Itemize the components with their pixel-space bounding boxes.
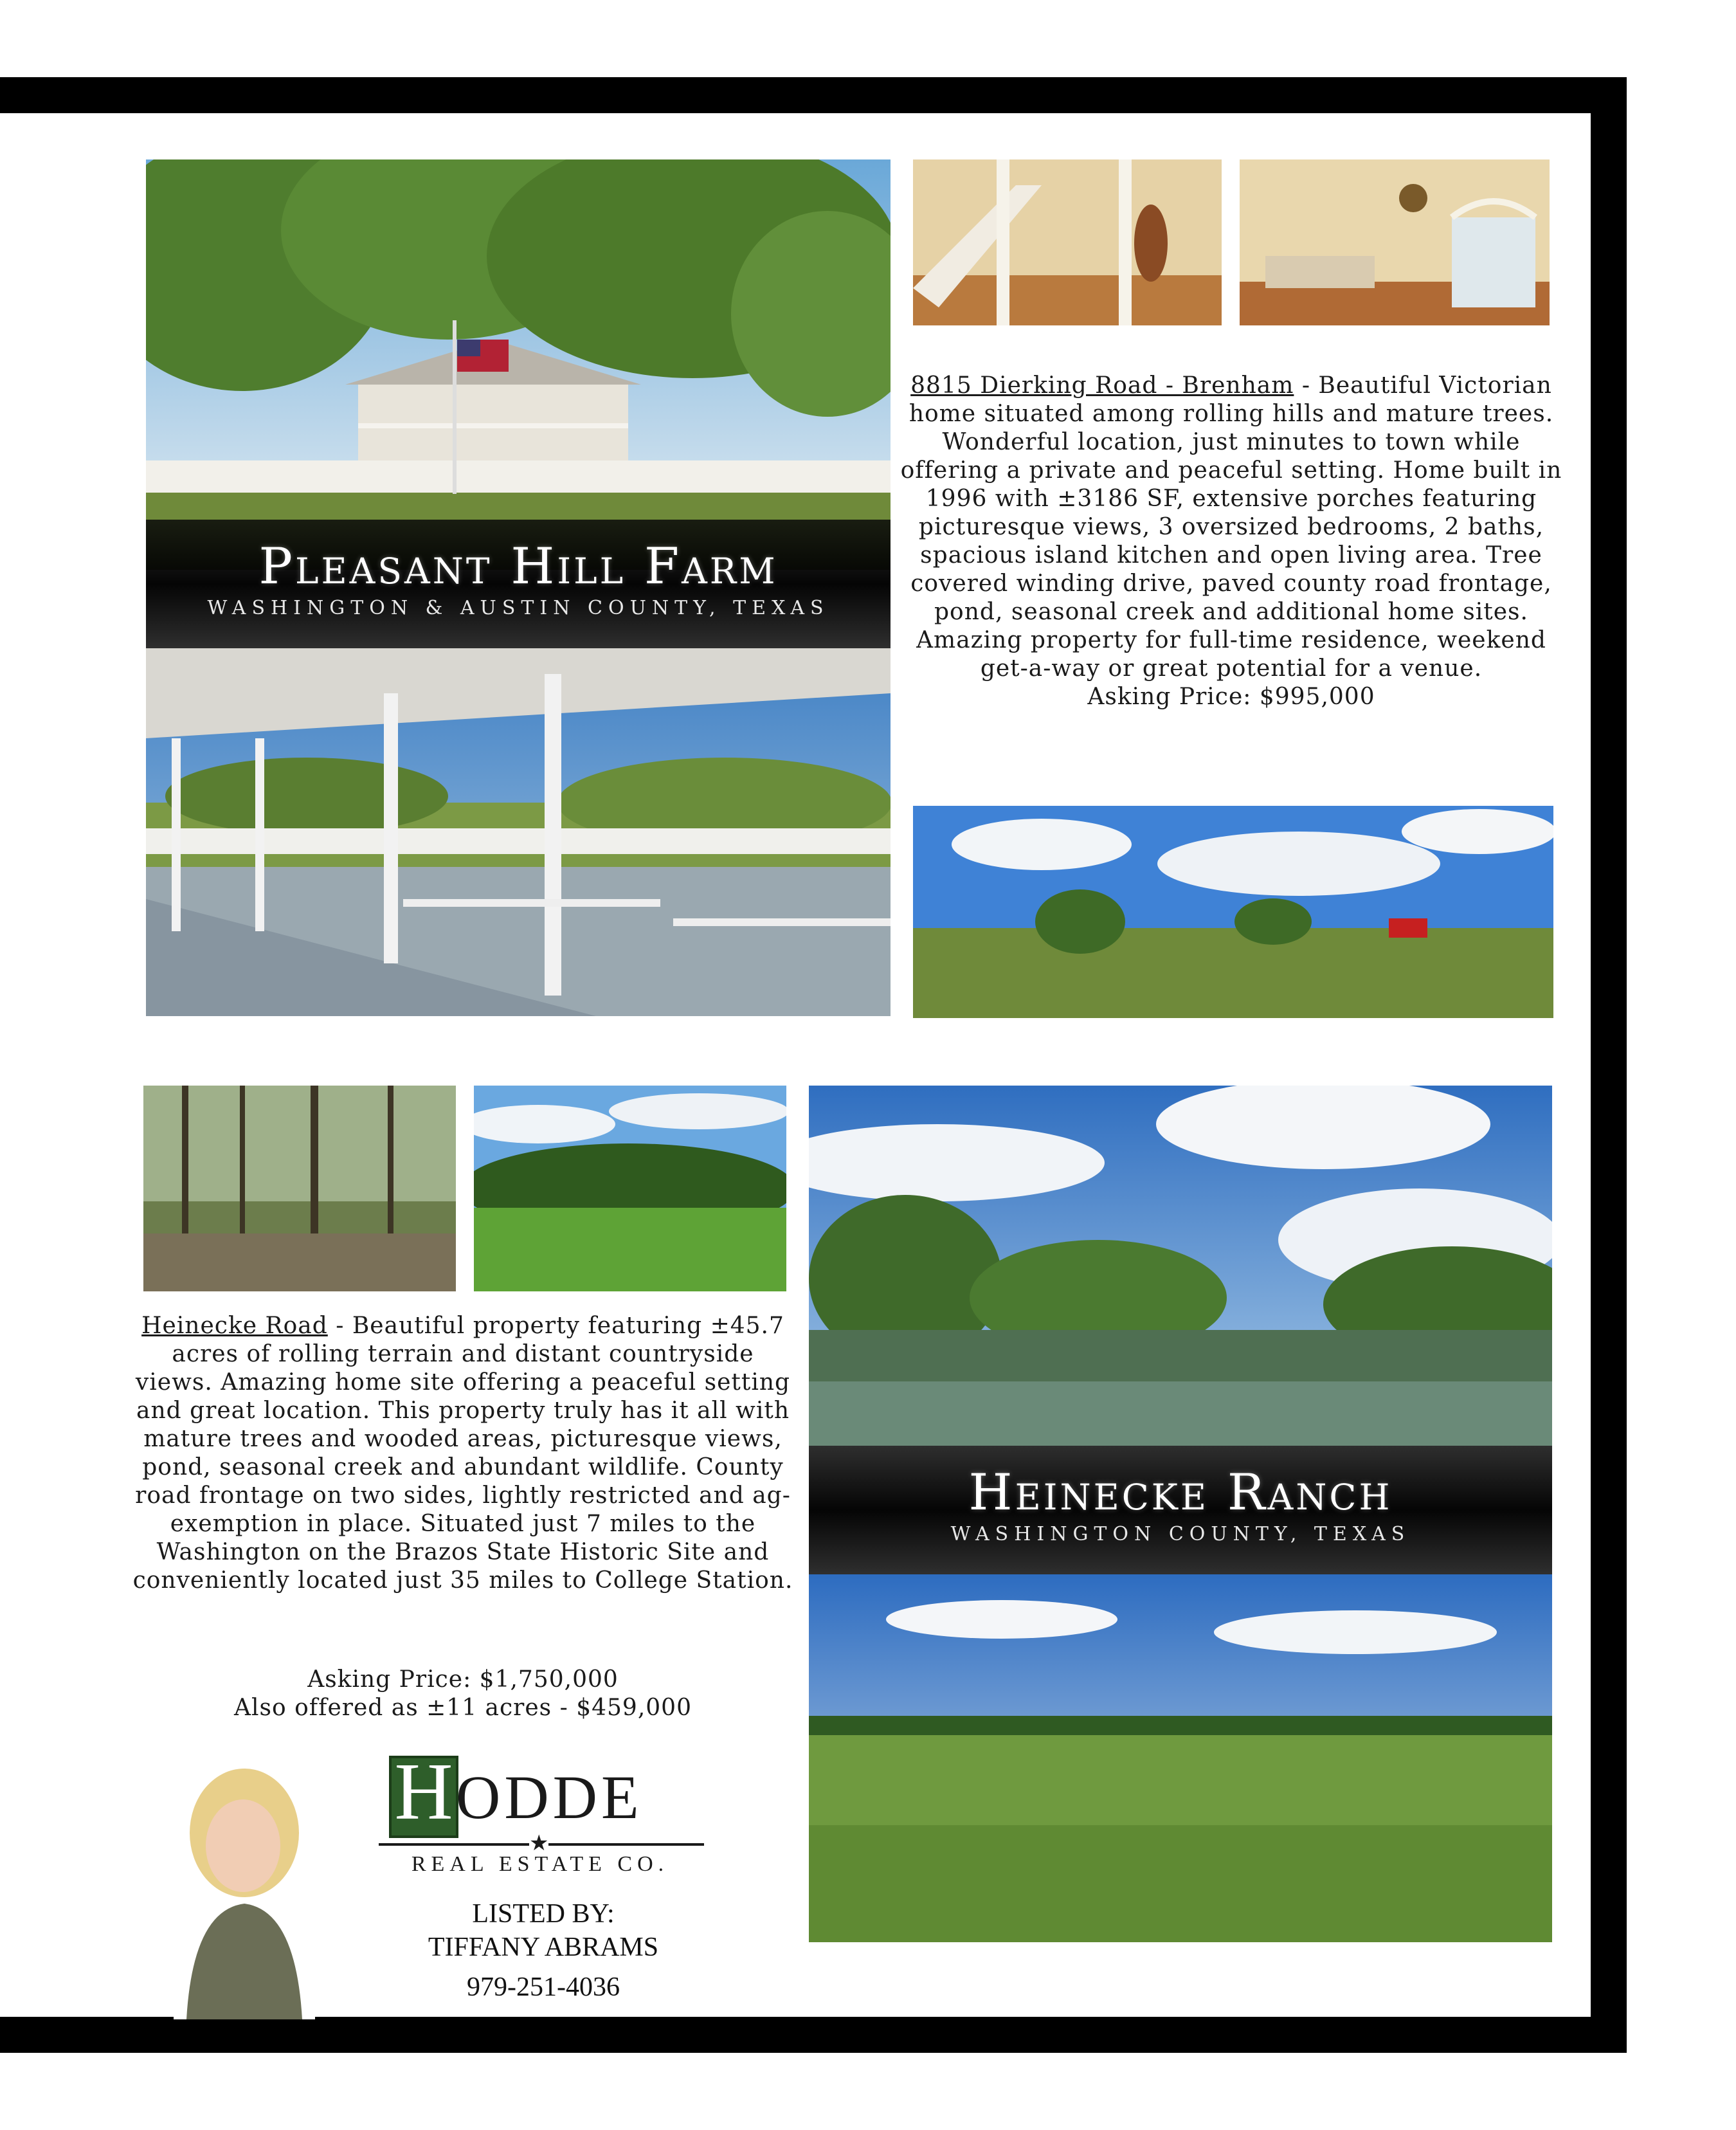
woods-photo: [143, 1086, 456, 1291]
pleasant-hill-description: - Beautiful Victorian home situated among rolling hills and mature trees. Wonderful location, just minutes to town while offering a private and peaceful setting. Home built in 1996 with ±3186 SF, extensive porches featuring picturesque views, 3 oversized bedrooms, 2 baths, spacious island kitchen and open living area. Tree covered winding drive, paved county road frontage, pond, seasonal creek and additional home sites. Amazing property for full-time residence, weekend get-a-way or great potential for a venue.: [900, 372, 1562, 682]
frame-bottom-bar: [0, 2017, 1627, 2053]
pleasant-hill-title-banner: [146, 520, 891, 648]
heinecke-alt-offer: Also offered as ±11 acres - $459,000: [234, 1695, 692, 1721]
interior-staircase-photo: [913, 159, 1222, 325]
agent-phone[interactable]: 979-251-4036: [467, 1972, 620, 2002]
heinecke-description: - Beautiful property featuring ±45.7 acres of rolling terrain and distant countryside views. Amazing home site offering a peaceful setting and great location. This property truly has it all with mature trees and wooded areas, picturesque views, pond, seasonal creek and abundant wildlife. County road frontage on two sides, lightly restricted and ag-exemption in place. Situated just 7 miles to the Washington on the Brazos State Historic Site and conveniently located just 35 miles to College Station.: [132, 1313, 793, 1594]
pleasant-hill-title: Pleasant Hill Farm: [258, 538, 778, 596]
hodde-logo-tagline: REAL ESTATE CO.: [411, 1852, 669, 1876]
heinecke-description-block: [132, 1312, 794, 1595]
pleasant-hill-price: Asking Price: $995,000: [1087, 684, 1375, 710]
pleasant-hill-address-link[interactable]: 8815 Dierking Road - Brenham: [910, 372, 1294, 399]
interior-living-room-photo: [1240, 159, 1550, 325]
heinecke-subtitle: WASHINGTON COUNTY, TEXAS: [950, 1523, 1411, 1545]
heinecke-address-link[interactable]: Heinecke Road: [141, 1313, 328, 1339]
field-barn-photo: [913, 806, 1553, 1018]
pleasant-hill-description-block: [897, 372, 1566, 711]
frame-right-bar: [1591, 77, 1627, 2053]
heinecke-title-banner: [809, 1446, 1552, 1574]
heinecke-price: Asking Price: $1,750,000: [307, 1666, 619, 1693]
agent-info: [389, 1897, 698, 2004]
hodde-logo-name: ODDE: [456, 1763, 643, 1832]
hodde-logo: [376, 1747, 710, 1891]
pleasant-hill-subtitle: WASHINGTON & AUSTIN COUNTY, TEXAS: [207, 597, 829, 619]
heinecke-price-block: [132, 1666, 794, 1722]
pleasant-hill-hero-photo: [146, 159, 891, 1016]
heinecke-title: Heinecke Ranch: [968, 1464, 1393, 1522]
listed-by-label: LISTED BY:: [472, 1899, 615, 1929]
meadow-photo: [474, 1086, 786, 1291]
hodde-logo-initial: H: [394, 1747, 453, 1837]
agent-portrait-photo: [174, 1762, 315, 2019]
agent-name: TIFFANY ABRAMS: [428, 1933, 659, 1962]
frame-top-bar: [0, 77, 1627, 113]
heinecke-hero-photo: [809, 1086, 1552, 1942]
star-icon: ★: [529, 1830, 549, 1856]
